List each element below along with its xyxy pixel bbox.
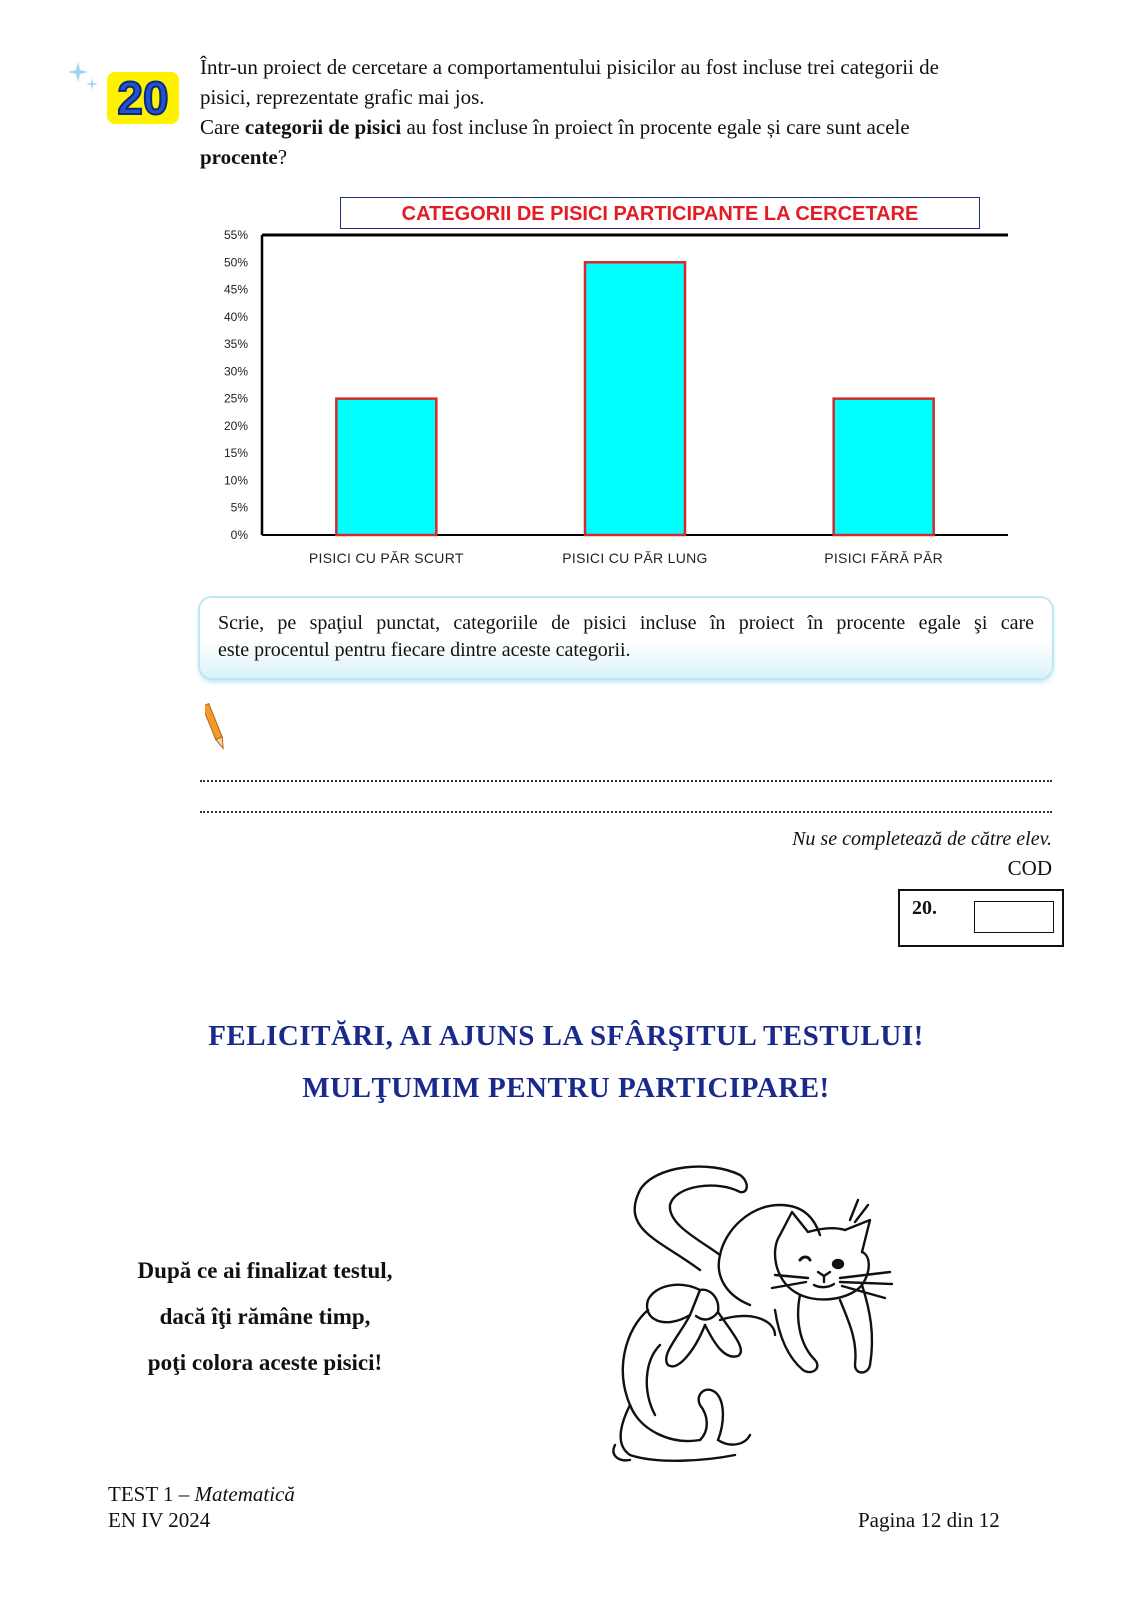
question-text [200,52,1056,172]
footer-exam: EN IV 2024 [108,1508,211,1532]
instruction-line-2: este procentul pentru fiecare dintre aceste categorii. [218,639,631,661]
footer-page: Pagina 12 din 12 [858,1508,1000,1532]
coloring-line-3: poţi colora aceste pisici! [147,1350,383,1375]
y-tick-label: 45% [223,282,248,297]
question-line-3-mid: au fost incluse în proiect în procente egale și care sunt acele [406,115,910,139]
instruction-line-1: Scrie, pe spaţiul punctat, categoriile de pisici incluse în proiect în procente egale şi care [218,612,1034,634]
chart-title: CATEGORII DE PISICI PARTICIPANTE LA CERCETARE [340,197,980,229]
footer-test-label: TEST 1 – [108,1482,190,1506]
x-tick-label: PISICI CU PĂR LUNG [562,550,708,566]
question-line-2: pisici, reprezentate grafic mai jos. [200,85,485,109]
grading-code-field [974,901,1054,933]
question-line-4 [200,142,1056,172]
cod-label: COD [1007,856,1052,880]
y-tick-label: 15% [223,446,248,461]
coloring-line-2: dacă îţi rămâne timp, [159,1304,371,1329]
y-tick-label: 20% [223,418,248,433]
closing-line-2: MULŢUMIM PENTRU PARTICIPARE! [302,1072,830,1104]
sparkle-icon [64,58,104,98]
question-number: 20 [117,72,169,124]
question-line-1: Într-un proiect de cercetare a comportamentului pisicilor au fost incluse trei categorii de [200,55,939,79]
pencil-icon [205,697,229,751]
coloring-line-1: După ce ai finalizat testul, [137,1258,393,1283]
bar [834,399,934,535]
answer-line-1[interactable] [200,778,1052,782]
y-tick-label: 55% [223,230,248,242]
y-tick-label: 40% [223,309,248,324]
question-line-3-bold: categorii de pisici [244,115,402,139]
footer-test [108,1482,295,1507]
question-line-3-start: Care [200,115,240,139]
grading-item-label: 20. [912,897,937,919]
y-tick-label: 35% [223,337,248,352]
y-tick-label: 30% [223,364,248,379]
y-tick-label: 25% [223,391,248,406]
bar-chart [200,230,1030,580]
cats-coloring-illustration [600,1160,930,1470]
x-tick-label: PISICI FĂRĂ PĂR [824,550,944,566]
bar [336,399,436,535]
y-tick-label: 10% [223,473,248,488]
question-line-4-bold: procente [200,145,278,169]
y-tick-label: 50% [223,255,248,270]
bar [585,262,685,535]
question-line-4-end: ? [277,145,288,169]
footer-subject: Matematică [194,1482,295,1506]
answer-line-2[interactable] [200,809,1052,813]
y-tick-label: 5% [230,500,248,515]
question-line-3 [200,112,1056,142]
closing-line-1: FELICITĂRI, AI AJUNS LA SFÂRŞITUL TESTULUI! [208,1020,924,1052]
instruction-box [200,598,1052,678]
grading-note: Nu se completează de către elev. [792,828,1052,850]
y-tick-label: 0% [230,528,248,542]
x-tick-label: PISICI CU PĂR SCURT [308,550,464,566]
